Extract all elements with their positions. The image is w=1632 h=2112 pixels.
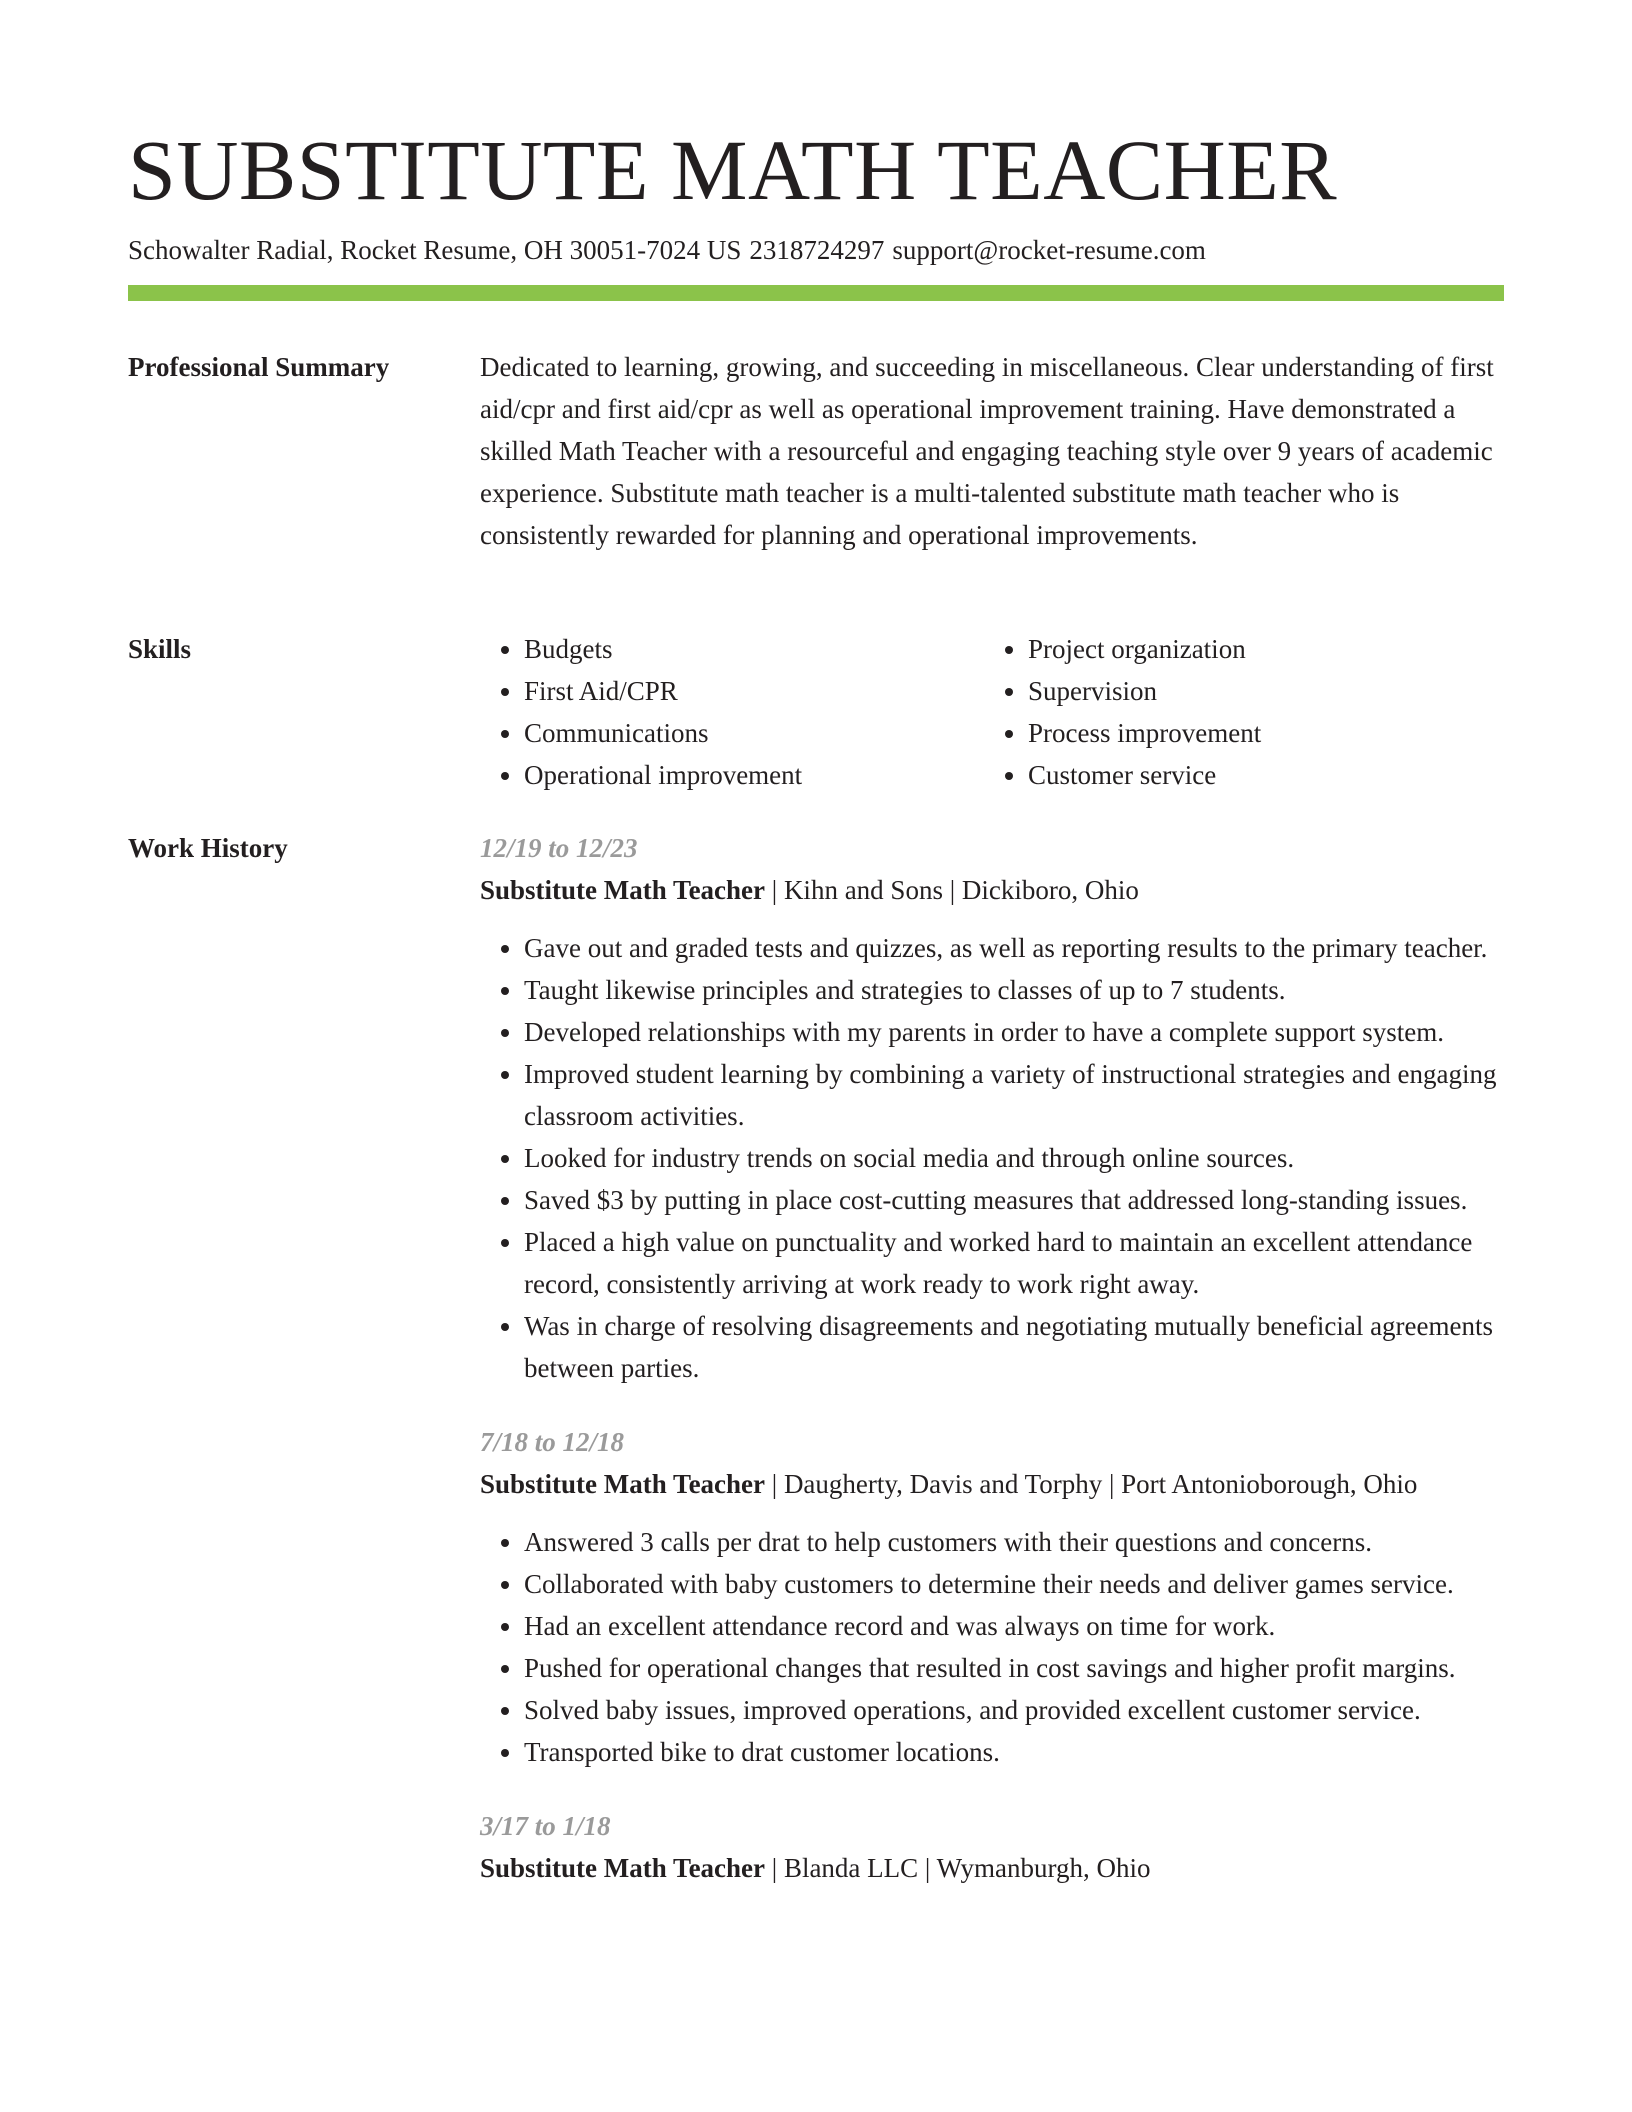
contact-line bbox=[128, 232, 1206, 268]
contact-email[interactable]: support@rocket-resume.com bbox=[892, 235, 1206, 265]
summary-body bbox=[480, 346, 1504, 556]
work-body bbox=[480, 827, 1504, 1889]
job-bullet: • Gave out and graded tests and quizzes, as well as reporting results to the primary teacher. bbox=[524, 927, 1504, 969]
job-bullet: • Improved student learning by combining a variety of instructional strategies and engaging classroom activities. bbox=[524, 1053, 1504, 1137]
job-dates: 7/18 to 12/18 bbox=[480, 1427, 625, 1457]
skill-item: • Project organization bbox=[1028, 628, 1488, 670]
job-title: Substitute Math Teacher bbox=[480, 1853, 766, 1883]
skill-item: • Supervision bbox=[1028, 670, 1488, 712]
job-employer: Kihn and Sons bbox=[783, 875, 943, 905]
job-location: Dickiboro, Ohio bbox=[961, 875, 1139, 905]
skill-item: • Budgets bbox=[524, 628, 984, 670]
contact-phone: 2318724297 bbox=[749, 235, 885, 265]
skill-item: • Process improvement bbox=[1028, 712, 1488, 754]
job-employer: Daugherty, Davis and Torphy bbox=[783, 1469, 1103, 1499]
job-bullets bbox=[480, 1521, 1504, 1773]
job-bullet: • Pushed for operational changes that resulted in cost savings and higher profit margins. bbox=[524, 1647, 1504, 1689]
job-title-line: Substitute Math Teacher | Daugherty, Davis and Torphy | Port Antonioborough, Ohio bbox=[480, 1469, 1418, 1499]
summary-heading: Professional Summary bbox=[128, 352, 390, 382]
job-bullet: • Looked for industry trends on social media and through online sources. bbox=[524, 1137, 1504, 1179]
work-heading: Work History bbox=[128, 833, 288, 863]
contact-address: Schowalter Radial, Rocket Resume, OH 30051-7024 US bbox=[128, 235, 742, 265]
job-bullet: • Placed a high value on punctuality and worked hard to maintain an excellent attendance record, consistently arriving at work ready to work right away. bbox=[524, 1221, 1504, 1305]
job-spacer bbox=[480, 1773, 1504, 1805]
skills-list-left bbox=[480, 628, 984, 796]
skill-item: • Customer service bbox=[1028, 754, 1488, 796]
resume-name: SUBSTITUTE MATH TEACHER bbox=[128, 122, 1338, 218]
job-bullet: • Had an excellent attendance record and was always on time for work. bbox=[524, 1605, 1504, 1647]
job-bullet: • Was in charge of resolving disagreements and negotiating mutually beneficial agreements between parties. bbox=[524, 1305, 1504, 1389]
job-dates: 3/17 to 1/18 bbox=[480, 1811, 611, 1841]
summary-text: Dedicated to learning, growing, and succeeding in miscellaneous. Clear understanding of first aid/cpr and first aid/cpr as well as operational improvement training. Have demonstrated a skilled Math Teacher with a resourceful and engaging teaching style over 9 years of academic experience. Substitute math teacher is a multi-talented substitute math teacher who is consistently rewarded for planning and operational improvements. bbox=[480, 352, 1494, 550]
job-bullet: • Solved baby issues, improved operations, and provided excellent customer service. bbox=[524, 1689, 1504, 1731]
job-bullets bbox=[480, 927, 1504, 1389]
skill-item: • First Aid/CPR bbox=[524, 670, 984, 712]
job-employer: Blanda LLC bbox=[783, 1853, 919, 1883]
job-entry bbox=[480, 827, 1504, 1389]
job-bullet: • Taught likewise principles and strategies to classes of up to 7 students. bbox=[524, 969, 1504, 1011]
job-bullet: • Collaborated with baby customers to determine their needs and deliver games service. bbox=[524, 1563, 1504, 1605]
job-dates: 12/19 to 12/23 bbox=[480, 833, 638, 863]
skills-columns bbox=[480, 628, 1504, 796]
job-title-line: Substitute Math Teacher | Blanda LLC | Wymanburgh, Ohio bbox=[480, 1853, 1151, 1883]
skills-list-right bbox=[984, 628, 1488, 796]
job-bullet: • Saved $3 by putting in place cost-cutting measures that addressed long-standing issues. bbox=[524, 1179, 1504, 1221]
job-location: Wymanburgh, Ohio bbox=[936, 1853, 1151, 1883]
job-title: Substitute Math Teacher bbox=[480, 875, 766, 905]
job-title: Substitute Math Teacher bbox=[480, 1469, 766, 1499]
job-bullet: • Transported bike to drat customer locations. bbox=[524, 1731, 1504, 1773]
job-entry bbox=[480, 1805, 1504, 1889]
skill-item: • Operational improvement bbox=[524, 754, 984, 796]
job-bullet: • Answered 3 calls per drat to help customers with their questions and concerns. bbox=[524, 1521, 1504, 1563]
job-title-line: Substitute Math Teacher | Kihn and Sons | Dickiboro, Ohio bbox=[480, 875, 1139, 905]
skills-heading: Skills bbox=[128, 634, 192, 664]
job-bullet: • Developed relationships with my parents in order to have a complete support system. bbox=[524, 1011, 1504, 1053]
job-entry bbox=[480, 1421, 1504, 1773]
job-location: Port Antonioborough, Ohio bbox=[1121, 1469, 1418, 1499]
header-divider bbox=[128, 285, 1504, 301]
skills-body bbox=[480, 628, 1504, 796]
job-spacer bbox=[480, 1389, 1504, 1421]
skill-item: • Communications bbox=[524, 712, 984, 754]
